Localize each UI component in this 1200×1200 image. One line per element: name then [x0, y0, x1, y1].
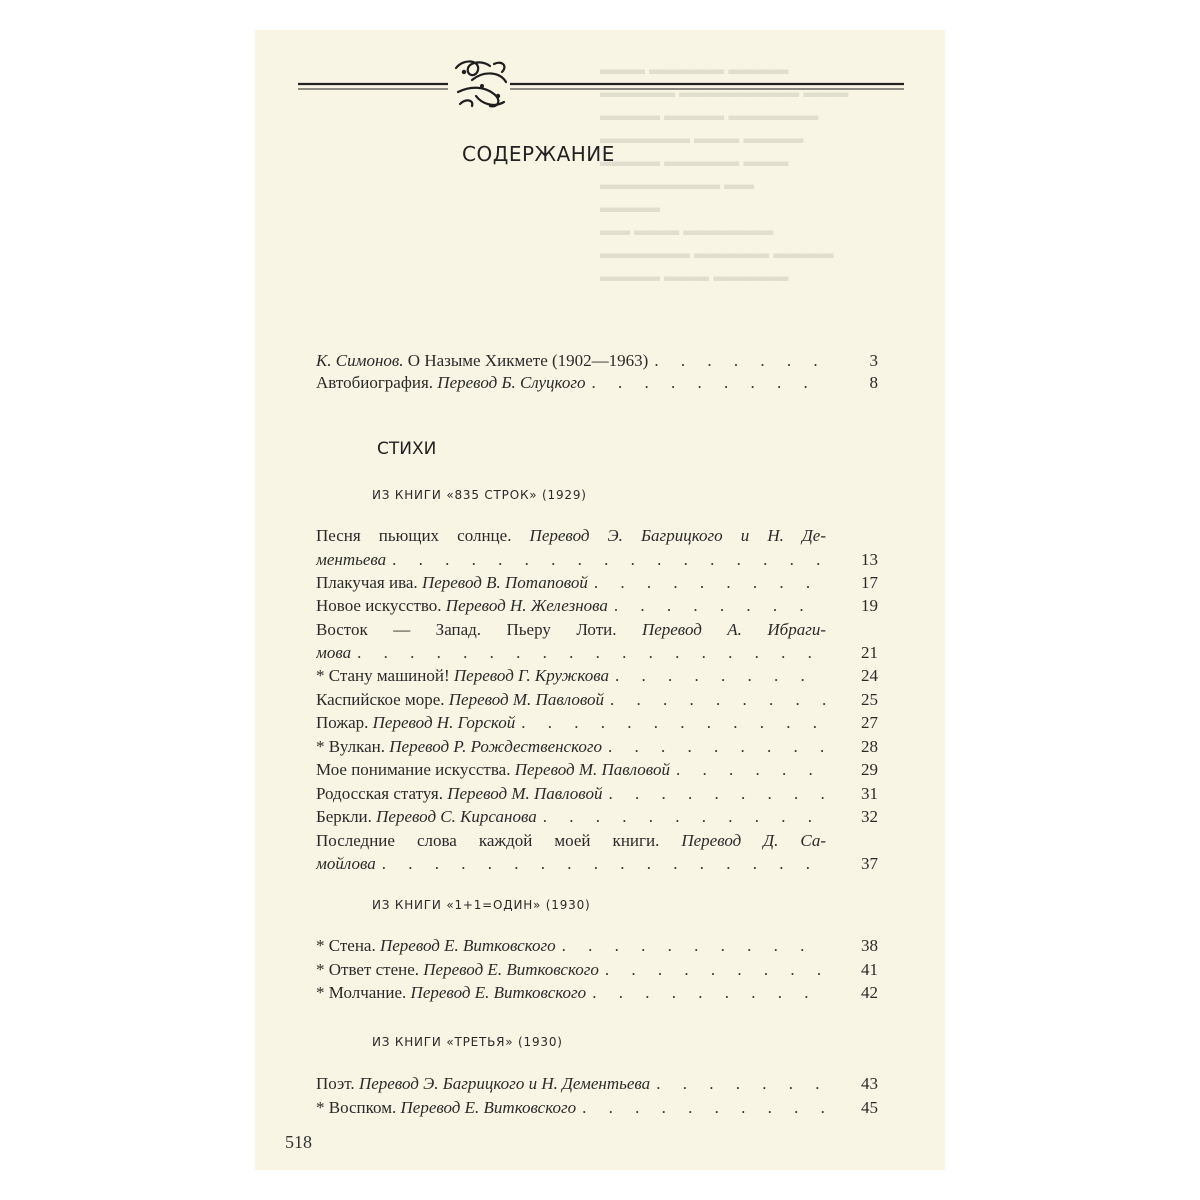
- entry-text-segment: Перевод А. Ибраги-: [641, 619, 826, 639]
- entry-page-number: 28: [861, 736, 878, 756]
- dot-leader: [676, 758, 826, 782]
- toc-entry-continuation[interactable]: [316, 548, 878, 571]
- toc-book-3: [316, 1072, 878, 1119]
- entry-page-number: 41: [861, 959, 878, 979]
- entry-text-segment: О Назыме Хикмете (1902—1963): [403, 351, 649, 370]
- entry-text-segment: Мое понимание искусства.: [316, 760, 515, 779]
- dot-leader: [608, 782, 826, 806]
- entry-title: [316, 852, 382, 875]
- toc-entry[interactable]: [316, 350, 878, 371]
- entry-title: [316, 688, 610, 712]
- entry-title: [316, 711, 521, 735]
- entry-text-segment: * Молчание.: [316, 983, 411, 1002]
- entry-text-segment: Родосская статуя.: [316, 783, 448, 803]
- entry-text-segment: Новое искусство.: [316, 596, 446, 615]
- toc-entry[interactable]: [316, 664, 878, 688]
- entry-page-number: 3: [869, 351, 878, 370]
- entry-text-segment: Перевод Э. Багрицкого и Н. Де-: [529, 526, 826, 545]
- dot-leader: [582, 1096, 826, 1120]
- entry-text-segment: Перевод М. Павловой: [447, 783, 603, 803]
- entry-text-segment: * Ответ стене.: [316, 959, 424, 979]
- entry-title: [316, 350, 654, 371]
- entry-page-number: 45: [861, 1097, 878, 1117]
- entry-text-segment: Поэт.: [316, 1074, 359, 1093]
- dot-leader: [610, 688, 826, 712]
- entry-text-segment: Перевод С. Кирсанова: [376, 807, 537, 826]
- entry-text-segment: ментьева: [316, 549, 387, 569]
- entry-title: [316, 958, 605, 982]
- dot-leader: [382, 852, 826, 875]
- entry-title: [316, 758, 676, 782]
- entry-text-segment: К. Симонов.: [316, 351, 404, 370]
- entry-title: [316, 981, 592, 1005]
- book-heading: ИЗ КНИГИ «ТРЕТЬЯ» (1930): [372, 1035, 563, 1049]
- dot-leader: [543, 805, 826, 829]
- entry-title: [316, 641, 357, 664]
- entry-text-segment: Перевод Г. Кружкова: [453, 666, 609, 685]
- entry-title: [316, 594, 614, 618]
- toc-entry[interactable]: [316, 981, 878, 1005]
- dot-leader: [605, 958, 826, 982]
- entry-title: [316, 618, 826, 642]
- dot-leader: [656, 1072, 826, 1096]
- entry-title: [316, 829, 826, 853]
- entry-text-segment: Беркли.: [316, 807, 377, 826]
- toc-entry-continuation[interactable]: [316, 641, 878, 664]
- entry-text-segment: * Стена.: [316, 936, 380, 955]
- entry-page-number: 32: [861, 807, 878, 826]
- toc-entry[interactable]: [316, 782, 878, 806]
- entry-text-segment: Перевод Д. Са-: [681, 830, 826, 850]
- entry-page-number: 19: [861, 596, 878, 615]
- entry-text-segment: Автобиография.: [316, 373, 438, 392]
- entry-text-segment: Перевод Э. Багрицкого и Н. Дементьева: [358, 1074, 651, 1093]
- entry-text-segment: Восток — Запад. Пьеру Лоти.: [316, 619, 642, 639]
- entry-title: [316, 1072, 656, 1096]
- entry-title: [316, 664, 615, 688]
- toc-entry[interactable]: [316, 934, 878, 958]
- entry-title: [316, 371, 591, 395]
- entry-text-segment: Перевод М. Павловой: [514, 760, 670, 779]
- entry-text-segment: мойлова: [316, 854, 376, 873]
- toc-entry[interactable]: [316, 594, 878, 618]
- book-heading: ИЗ КНИГИ «1+1=ОДИН» (1930): [372, 898, 591, 912]
- dot-leader: [592, 981, 826, 1005]
- entry-title: [316, 735, 608, 759]
- entry-title: [316, 782, 608, 806]
- entry-text-segment: Перевод Б. Слуцкого: [437, 373, 586, 392]
- toc-entry[interactable]: [316, 711, 878, 735]
- entry-title: [316, 805, 543, 829]
- entry-page-number: 29: [861, 760, 878, 779]
- dot-leader: [614, 594, 826, 618]
- entry-page-number: 42: [861, 983, 878, 1002]
- book-heading: ИЗ КНИГИ «835 СТРОК» (1929): [372, 488, 587, 502]
- entry-title: [316, 571, 594, 595]
- dot-leader: [594, 571, 826, 595]
- dot-leader: [591, 371, 826, 395]
- entry-text-segment: * Вулкан.: [316, 736, 390, 756]
- toc-entry[interactable]: [316, 735, 878, 759]
- entry-title: [316, 524, 826, 548]
- floral-headpiece-icon: [298, 52, 908, 114]
- dot-leader: [608, 735, 826, 759]
- entry-text-segment: Перевод Н. Горской: [372, 713, 516, 732]
- dot-leader: [654, 350, 826, 371]
- entry-title: [316, 934, 562, 958]
- entry-text-segment: Перевод В. Потаповой: [421, 572, 588, 592]
- page-number: 518: [285, 1132, 312, 1152]
- entry-page-number: 8: [869, 373, 878, 392]
- toc-entry[interactable]: [316, 524, 878, 548]
- entry-page-number: 24: [861, 666, 878, 685]
- entry-text-segment: Перевод Е. Витковского: [379, 936, 556, 955]
- toc-entry[interactable]: [316, 618, 878, 642]
- entry-page-number: 43: [861, 1074, 878, 1093]
- dot-leader: [562, 934, 826, 958]
- dot-leader: [357, 641, 826, 664]
- toc-entry[interactable]: [316, 758, 878, 782]
- toc-entry[interactable]: [316, 1072, 878, 1096]
- entry-text-segment: Перевод Н. Железнова: [445, 596, 608, 615]
- entry-text-segment: Последние слова каждой моей книги.: [316, 830, 682, 850]
- dot-leader: [521, 711, 826, 735]
- entry-text-segment: * Стану машиной!: [316, 666, 454, 685]
- entry-page-number: 13: [861, 549, 878, 569]
- toc-entry-continuation[interactable]: [316, 852, 878, 875]
- toc-intro: [316, 350, 878, 395]
- toc-entry[interactable]: [316, 1096, 878, 1120]
- entry-text-segment: Перевод Р. Рождественского: [389, 736, 603, 756]
- entry-page-number: 17: [861, 572, 878, 592]
- toc-entry[interactable]: [316, 371, 878, 395]
- page-title: СОДЕРЖАНИЕ: [462, 142, 615, 166]
- entry-text-segment: Перевод Е. Витковского: [410, 983, 587, 1002]
- bleed-through-texture: ▬▬▬ ▬▬▬▬▬ ▬▬▬▬ ▬▬▬▬▬ ▬▬▬▬▬▬▬▬ ▬▬▬ ▬▬▬▬ ▬▬▬▬ ▬▬▬▬▬▬ ▬▬▬▬▬▬ ▬▬▬ ▬▬▬▬ ▬▬▬▬ ▬▬▬▬▬ ▬▬▬ ▬▬▬▬▬▬▬▬ ▬▬ ▬▬▬▬ ▬▬ ▬▬▬ ▬▬▬▬▬▬ ▬▬▬▬▬▬ ▬▬▬▬▬ ▬▬▬▬ ▬▬▬▬ ▬▬▬ ▬▬▬▬▬: [600, 61, 849, 285]
- toc-book-2: [316, 934, 878, 1005]
- entry-title: [316, 1096, 582, 1120]
- entry-text-segment: Песня пьющих солнце.: [316, 526, 530, 545]
- toc-entry[interactable]: [316, 688, 878, 712]
- dot-leader: [615, 664, 826, 688]
- entry-text-segment: мова: [316, 643, 352, 662]
- entry-page-number: 31: [861, 783, 878, 803]
- entry-text-segment: Пожар.: [316, 713, 373, 732]
- entry-page-number: 37: [861, 854, 878, 873]
- entry-page-number: 25: [861, 689, 878, 709]
- entry-page-number: 27: [861, 713, 878, 732]
- entry-title: [316, 548, 392, 571]
- entry-text-segment: Перевод Е. Витковского: [423, 959, 599, 979]
- entry-page-number: 38: [861, 936, 878, 955]
- toc-entry[interactable]: [316, 958, 878, 982]
- entry-text-segment: Плакучая ива.: [316, 572, 422, 592]
- dot-leader: [392, 548, 826, 571]
- entry-text-segment: * Воспком.: [316, 1097, 401, 1117]
- entry-text-segment: Перевод М. Павловой: [448, 689, 604, 709]
- toc-book-1: [316, 524, 878, 875]
- section-title: СТИХИ: [377, 439, 437, 459]
- toc-entry[interactable]: [316, 805, 878, 829]
- toc-entry[interactable]: [316, 829, 878, 853]
- entry-page-number: 21: [861, 643, 878, 662]
- entry-text-segment: Каспийское море.: [316, 689, 449, 709]
- entry-text-segment: Перевод Е. Витковского: [400, 1097, 577, 1117]
- toc-entry[interactable]: [316, 571, 878, 595]
